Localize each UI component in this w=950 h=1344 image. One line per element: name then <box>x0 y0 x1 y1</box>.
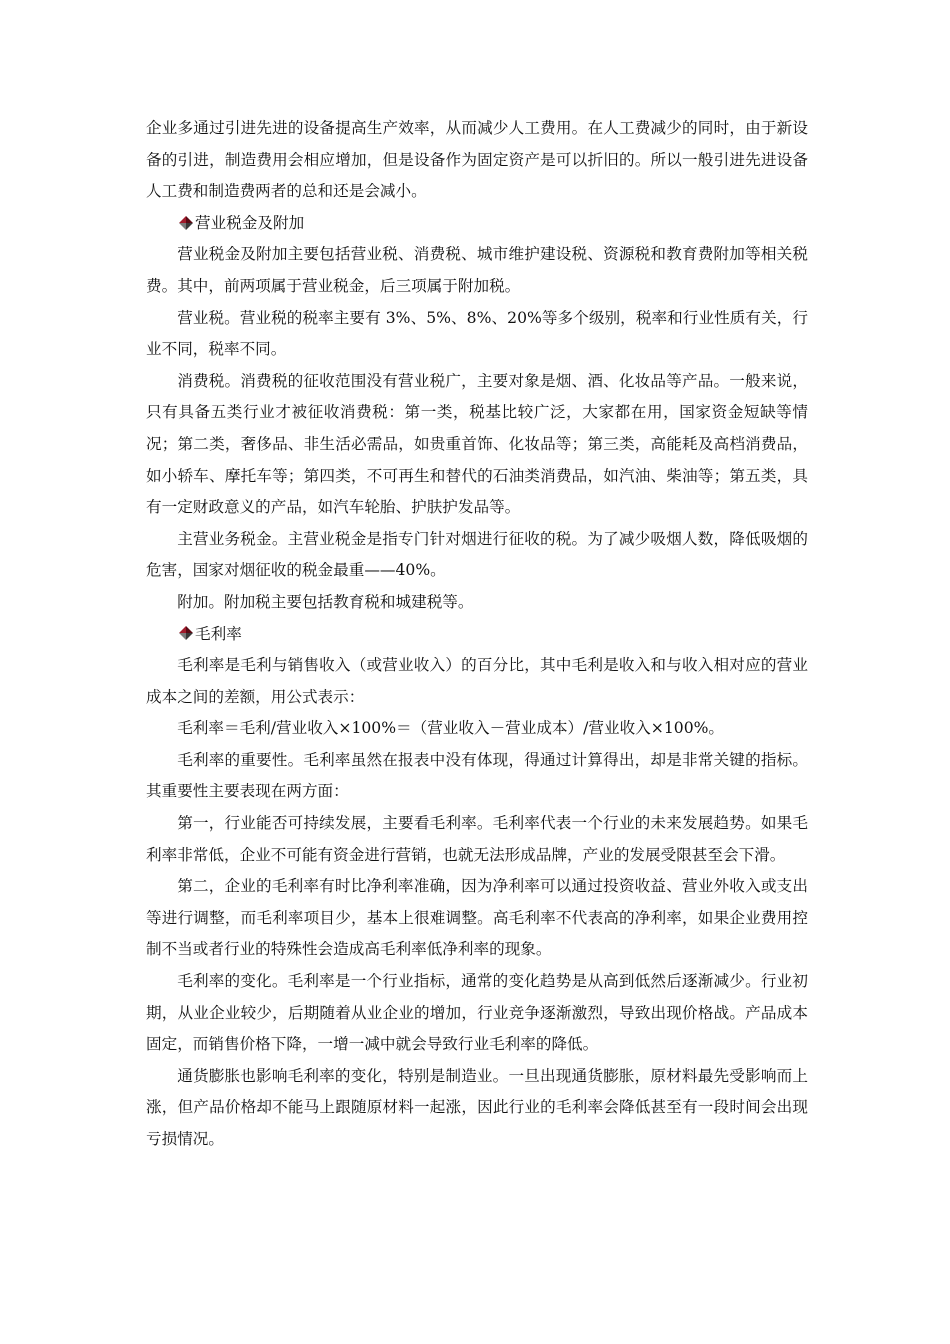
paragraph-equipment: 企业多通过引进先进的设备提高生产效率，从而减少人工费用。在人工费减少的同时，由于新设备的引进，制造费用会相应增加，但是设备作为固定资产是可以折旧的。所以一般引进先进设备人工费和制造费两者的总和还是会减小。 <box>146 119 808 201</box>
section-heading-gross-margin <box>146 619 808 651</box>
paragraph-margin-definition: 毛利率是毛利与销售收入（或营业收入）的百分比，其中毛利是收入和与收入相对应的营业成本之间的差额，用公式表示： <box>146 656 808 706</box>
section-heading-label: 毛利率 <box>195 624 242 643</box>
section-heading-business-tax <box>146 208 808 240</box>
paragraph-business-tax: 营业税。营业税的税率主要有 3%、5%、8%、20%等多个级别，税率和行业性质有关，行业不同，税率不同。 <box>146 308 808 359</box>
diamond-arrow-bullet-icon <box>178 625 194 641</box>
paragraph-margin-importance: 毛利率的重要性。毛利率虽然在报表中没有体现，得通过计算得出，却是非常关键的指标。其重要性主要表现在两方面： <box>146 750 808 801</box>
paragraph-consumption-tax: 消费税。消费税的征收范围没有营业税广，主要对象是烟、酒、化妆品等产品。一般来说，只有具备五类行业才被征收消费税：第一类，税基比较广泛，大家都在用，国家资金短缺等情况；第二类，奢侈品、非生活必需品，如贵重首饰、化妆品等；第三类，高能耗及高档消费品，如小轿车、摩托车等；第四类，不可再生和替代的石油类消费品，如汽油、柴油等；第五类，具有一定财政意义的产品，如汽车轮胎、护肤护发品等。 <box>146 371 808 517</box>
paragraph-surcharge: 附加。附加税主要包括教育税和城建税等。 <box>177 592 474 611</box>
document-page <box>146 113 808 1156</box>
paragraph-margin-change: 毛利率的变化。毛利率是一个行业指标，通常的变化趋势是从高到低然后逐渐减少。行业初期，从业企业较少，后期随着从业企业的增加，行业竞争逐渐激烈，导致出现价格战。产品成本固定，而销售价格下降，一增一减中就会导致行业毛利率的降低。 <box>146 972 808 1054</box>
paragraph-margin-formula: 毛利率＝毛利/营业收入×100%＝（营业收入－营业成本）/营业收入×100%。 <box>177 719 725 738</box>
diamond-arrow-bullet-icon <box>178 215 194 231</box>
paragraph-main-business-tax: 主营业务税金。主营业税金是指专门针对烟进行征收的税。为了减少吸烟人数，降低吸烟的危害，国家对烟征收的税金最重——40%。 <box>146 529 808 580</box>
paragraph-margin-second: 第二，企业的毛利率有时比净利率准确，因为净利率可以通过投资收益、营业外收入或支出等进行调整，而毛利率项目少，基本上很难调整。高毛利率不代表高的净利率，如果企业费用控制不当或者行业的特殊性会造成高毛利率低净利率的现象。 <box>146 877 808 959</box>
paragraph-margin-inflation: 通货膨胀也影响毛利率的变化，特别是制造业。一旦出现通货膨胀，原材料最先受影响而上涨，但产品价格却不能马上跟随原材料一起涨，因此行业的毛利率会降低甚至有一段时间会出现亏损情况。 <box>146 1066 808 1148</box>
paragraph-tax-overview: 营业税金及附加主要包括营业税、消费税、城市维护建设税、资源税和教育费附加等相关税费。其中，前两项属于营业税金，后三项属于附加税。 <box>146 245 808 295</box>
section-heading-label: 营业税金及附加 <box>195 213 305 232</box>
paragraph-margin-first: 第一，行业能否可持续发展，主要看毛利率。毛利率代表一个行业的未来发展趋势。如果毛利率非常低，企业不可能有资金进行营销，也就无法形成品牌，产业的发展受限甚至会下滑。 <box>146 814 808 864</box>
